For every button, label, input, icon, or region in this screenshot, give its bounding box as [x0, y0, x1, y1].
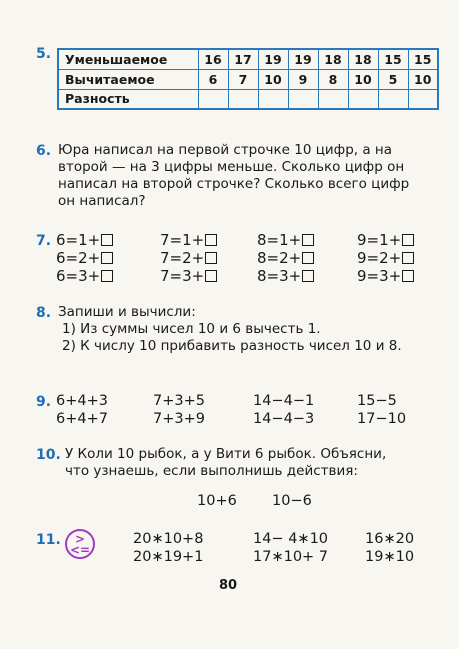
answer-box: [205, 234, 217, 246]
expression: 14− 4∗10: [253, 531, 329, 547]
table-cell: [288, 89, 318, 109]
equation: 9=2+: [357, 249, 402, 267]
table-cell: 6: [198, 69, 228, 89]
row-label: Уменьшаемое: [58, 49, 198, 69]
table-cell: 10: [258, 69, 288, 89]
table-cell: 10: [408, 69, 438, 89]
text-line: написал на второй строчке? Сколько всего цифр: [58, 176, 410, 192]
expression: 7+3+9: [153, 411, 205, 427]
text-line: Юра написал на первой строчке 10 цифр, а на: [58, 142, 393, 158]
answer-box: [302, 252, 314, 264]
exercise-9-col-2: [153, 392, 205, 428]
exercise-11-col-1: [133, 530, 203, 566]
answer-box: [101, 252, 113, 264]
table-cell: 18: [348, 49, 378, 69]
answer-box: [205, 270, 217, 282]
equation: 7=3+: [160, 267, 205, 285]
exercise-9-col-3: [253, 392, 314, 428]
table-cell: 15: [408, 49, 438, 69]
equation: 9=1+: [357, 231, 402, 249]
action-difference: 10−6: [272, 493, 312, 509]
table-cell: [318, 89, 348, 109]
answer-box: [302, 270, 314, 282]
table-row: [58, 49, 438, 69]
table-cell: [228, 89, 258, 109]
table-cell: 8: [318, 69, 348, 89]
table-cell: 19: [288, 49, 318, 69]
exercise-11-col-3: [365, 530, 414, 566]
equation: 8=1+: [257, 231, 302, 249]
expression: 20∗19+1: [133, 549, 204, 565]
table-row: [58, 89, 438, 109]
text-line: У Коли 10 рыбок, а у Вити 6 рыбок. Объясни,: [65, 446, 387, 462]
answer-box: [101, 234, 113, 246]
exercise-9-number: 9.: [36, 394, 52, 410]
table-cell: 16: [198, 49, 228, 69]
expression: 7+3+5: [153, 393, 205, 409]
answer-box: [302, 234, 314, 246]
exercise-7-col-1: [56, 231, 113, 285]
exercise-8-number: 8.: [36, 305, 52, 321]
answer-box: [402, 252, 414, 264]
exercise-6-text: [58, 142, 448, 210]
expression: 14−4−1: [253, 393, 315, 409]
table-cell: 5: [378, 69, 408, 89]
equation: 9=3+: [357, 267, 402, 285]
exercise-7-number: 7.: [36, 233, 52, 249]
answer-box: [402, 234, 414, 246]
table-cell: 17: [228, 49, 258, 69]
expression: 20∗10+8: [133, 531, 204, 547]
text-line: второй — на 3 цифры меньше. Сколько цифр он: [58, 159, 405, 175]
exercise-10-number: 10.: [36, 447, 61, 463]
exercise-7-col-2: [160, 231, 217, 285]
answer-box: [205, 252, 217, 264]
table-cell: 9: [288, 69, 318, 89]
expression: 15−5: [357, 393, 397, 409]
table-cell: 19: [258, 49, 288, 69]
equation: 8=2+: [257, 249, 302, 267]
expression: 16∗20: [365, 531, 415, 547]
exercise-10-text: [65, 446, 450, 480]
table-cell: 15: [378, 49, 408, 69]
equation: 6=3+: [56, 267, 101, 285]
table-cell: 18: [318, 49, 348, 69]
text-line: он написал?: [58, 193, 146, 209]
exercise-7-col-4: [357, 231, 414, 285]
exercise-5-table: [57, 48, 439, 110]
equation: 8=3+: [257, 267, 302, 285]
table-cell: [348, 89, 378, 109]
expression: 17−10: [357, 411, 407, 427]
row-label: Вычитаемое: [58, 69, 198, 89]
expression: 6+4+3: [56, 393, 108, 409]
exercise-11-number: 11.: [36, 532, 61, 548]
equation: 7=1+: [160, 231, 205, 249]
exercise-6-number: 6.: [36, 143, 52, 159]
compare-signs-icon: > <=: [65, 529, 95, 559]
text-line: 1) Из суммы чисел 10 и 6 вычесть 1.: [62, 321, 321, 337]
exercise-5-number: 5.: [36, 46, 52, 62]
text-line: что узнаешь, если выполнишь действия:: [65, 463, 358, 479]
expression: 19∗10: [365, 549, 415, 565]
table-cell: [258, 89, 288, 109]
answer-box: [402, 270, 414, 282]
exercise-11-col-2: [253, 530, 328, 566]
page-number: 80: [219, 578, 238, 593]
expression: 14−4−3: [253, 411, 315, 427]
exercise-8-text: [58, 304, 453, 355]
text-line: 2) К числу 10 прибавить разность чисел 10 и 8.: [62, 338, 402, 354]
table-cell: [378, 89, 408, 109]
row-label: Разность: [58, 89, 198, 109]
equation: 6=2+: [56, 249, 101, 267]
table-cell: [198, 89, 228, 109]
expression: 17∗10+ 7: [253, 549, 329, 565]
table-cell: 10: [348, 69, 378, 89]
text-line: Запиши и вычисли:: [58, 304, 196, 320]
exercise-7-col-3: [257, 231, 314, 285]
exercise-9-col-1: [56, 392, 108, 428]
answer-box: [101, 270, 113, 282]
exercise-9-col-4: [357, 392, 406, 428]
table-cell: [408, 89, 438, 109]
equation: 6=1+: [56, 231, 101, 249]
action-sum: 10+6: [197, 493, 237, 509]
expression: 6+4+7: [56, 411, 108, 427]
table-row: [58, 69, 438, 89]
table-cell: 7: [228, 69, 258, 89]
equation: 7=2+: [160, 249, 205, 267]
